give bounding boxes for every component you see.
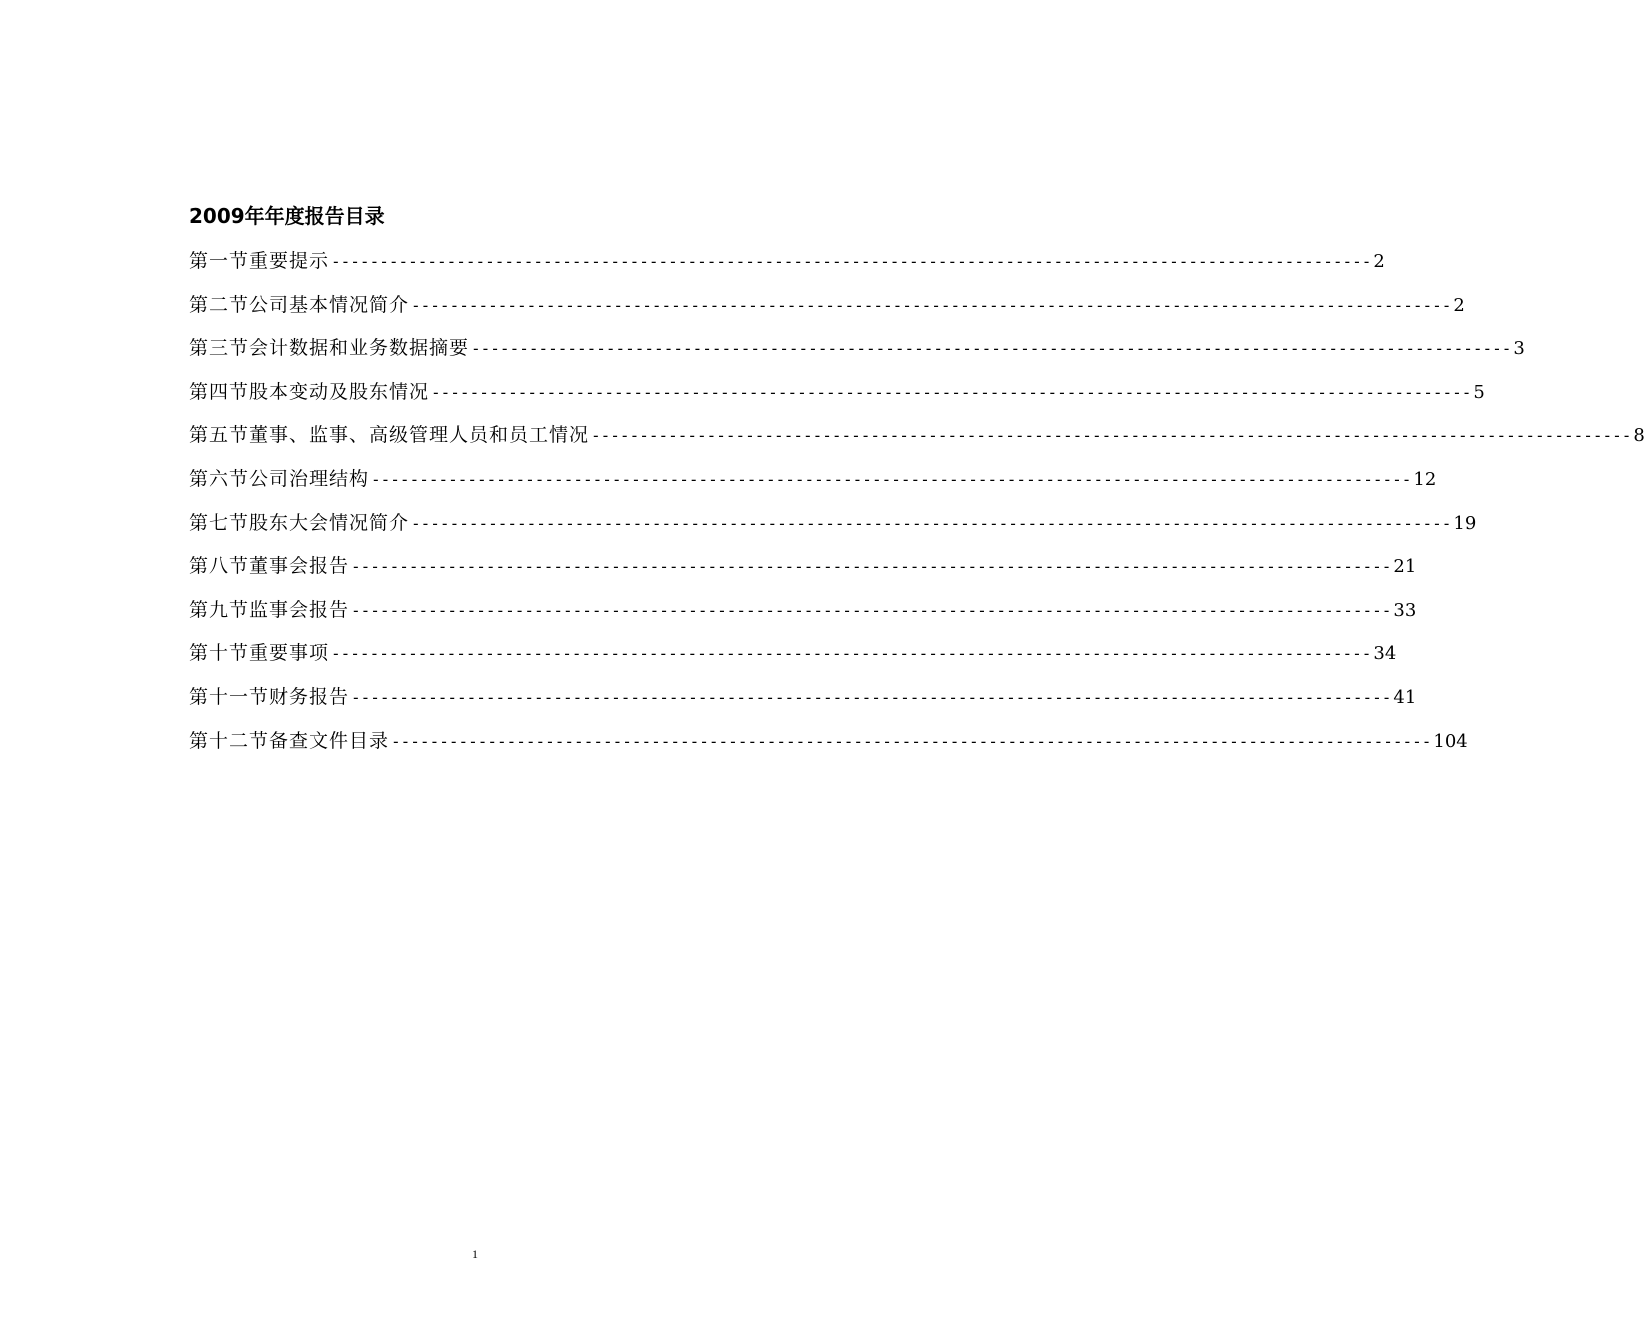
toc-dot-leader: ------------------------------------------------------------------------------------------------------------ [371, 469, 1412, 489]
toc-dot-leader: ------------------------------------------------------------------------------------------------------------ [351, 557, 1392, 577]
toc-entry[interactable] [189, 463, 1437, 507]
page-number: 1 [472, 1247, 478, 1261]
toc-section-number: 第七节 [189, 511, 250, 534]
toc-entry[interactable] [189, 507, 1477, 551]
toc-page-number: 21 [1393, 556, 1417, 578]
toc-section-title: 股东大会情况简介 [249, 511, 410, 534]
toc-section-number: 第十二节 [189, 729, 270, 752]
toc-section-title: 董事会报告 [249, 555, 350, 578]
toc-section-number: 第九节 [189, 598, 250, 621]
toc-section-number: 第十节 [189, 642, 250, 665]
toc-entry[interactable] [189, 637, 1397, 681]
toc-entry[interactable] [189, 725, 1468, 769]
toc-section-title: 重要事项 [249, 642, 330, 665]
toc-dot-leader: ------------------------------------------------------------------------------------------------------------ [591, 426, 1632, 446]
toc-page-number: 2 [1453, 294, 1465, 316]
toc-page-number: 33 [1393, 599, 1417, 621]
toc-page-number: 5 [1473, 381, 1485, 403]
toc-page-number: 3 [1513, 338, 1525, 360]
toc-section-number: 第六节 [189, 467, 250, 490]
toc-section-title: 公司基本情况简介 [249, 293, 410, 316]
toc-section-title: 重要提示 [249, 250, 330, 272]
toc-page-number: 19 [1453, 512, 1477, 534]
toc-section-number: 第一节 [189, 250, 250, 272]
toc-section-number: 第三节 [189, 337, 250, 360]
toc-section-title: 财务报告 [269, 685, 350, 708]
toc-section-number: 第五节 [189, 424, 250, 447]
toc-entry[interactable] [189, 289, 1465, 333]
toc-list [189, 245, 1645, 768]
toc-dot-leader: ------------------------------------------------------------------------------------------------------------ [351, 600, 1392, 620]
toc-dot-leader: ------------------------------------------------------------------------------------------------------------ [331, 252, 1372, 271]
toc-title: 2009年年度报告目录 [189, 204, 385, 228]
toc-section-number: 第十一节 [189, 685, 270, 708]
toc-dot-leader: ------------------------------------------------------------------------------------------------------------ [411, 295, 1452, 315]
toc-page-number: 12 [1413, 468, 1437, 490]
toc-entry[interactable] [189, 332, 1525, 376]
toc-entry[interactable] [189, 245, 1385, 289]
toc-section-title: 监事会报告 [249, 598, 350, 621]
toc-dot-leader: ------------------------------------------------------------------------------------------------------------ [471, 339, 1512, 359]
toc-section-number: 第八节 [189, 555, 250, 578]
toc-entry[interactable] [189, 594, 1417, 638]
toc-section-number: 第四节 [189, 380, 250, 403]
toc-section-number: 第二节 [189, 293, 250, 316]
toc-entry[interactable] [189, 681, 1417, 725]
toc-page-number: 41 [1393, 686, 1417, 708]
toc-entry[interactable] [189, 550, 1417, 594]
toc-dot-leader: ------------------------------------------------------------------------------------------------------------ [391, 731, 1432, 751]
toc-section-title: 会计数据和业务数据摘要 [249, 337, 470, 360]
toc-dot-leader: ------------------------------------------------------------------------------------------------------------ [331, 644, 1372, 664]
toc-dot-leader: ------------------------------------------------------------------------------------------------------------ [411, 513, 1452, 533]
toc-dot-leader: ------------------------------------------------------------------------------------------------------------ [351, 687, 1392, 707]
toc-page-number: 2 [1373, 251, 1385, 272]
toc-section-title: 备查文件目录 [269, 729, 390, 752]
toc-section-title: 股本变动及股东情况 [249, 380, 430, 403]
toc-page-number: 34 [1373, 643, 1397, 665]
toc-page-number: 8 [1633, 425, 1645, 447]
toc-entry[interactable] [189, 376, 1485, 420]
toc-section-title: 董事、监事、高级管理人员和员工情况 [249, 424, 590, 447]
toc-page-number: 104 [1433, 730, 1468, 752]
toc-dot-leader: ------------------------------------------------------------------------------------------------------------ [431, 382, 1472, 402]
toc-entry[interactable] [189, 419, 1645, 463]
toc-section-title: 公司治理结构 [249, 467, 370, 490]
